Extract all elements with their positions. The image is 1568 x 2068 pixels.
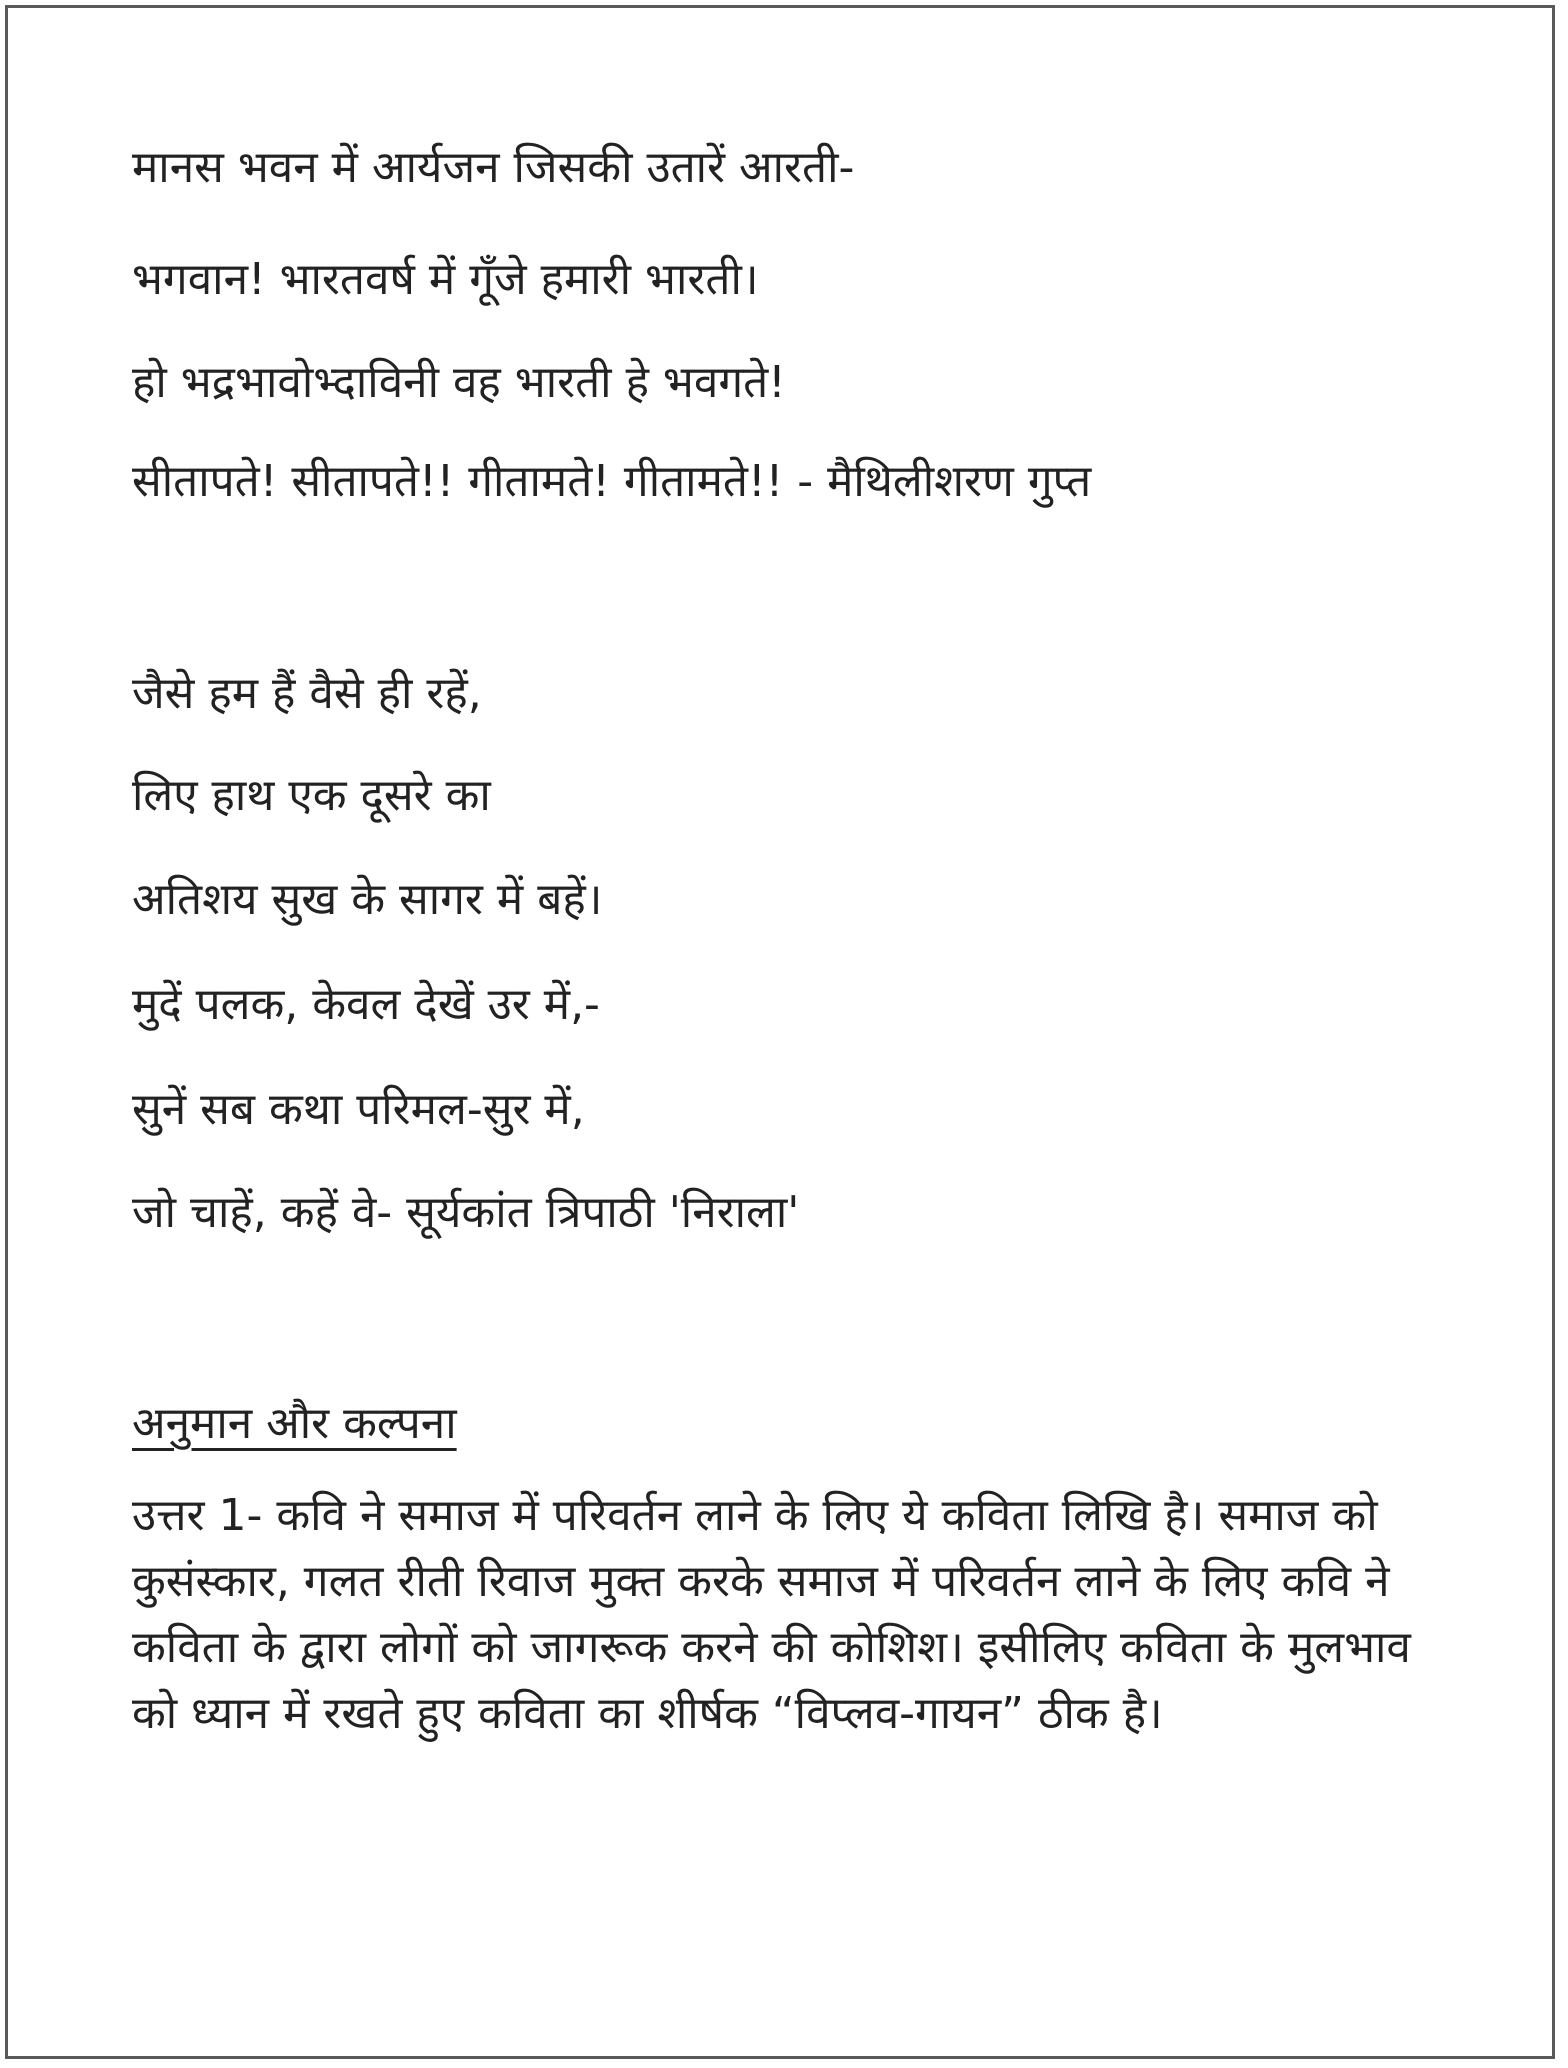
poem1-line-3: हो भद्रभावोभ्दाविनी वह भारती हे भवगते! — [132, 357, 786, 408]
poem2-line-4: मुदें पलक, केवल देखें उर में,- — [132, 979, 600, 1030]
section-heading: अनुमान और कल्पना — [132, 1398, 457, 1449]
poem2-line-2: लिए हाथ एक दूसरे का — [132, 770, 491, 821]
poem2-line-6: जो चाहें, कहें वे- सूर्यकांत त्रिपाठी 'निराला' — [132, 1187, 800, 1238]
answer-paragraph: उत्तर 1- कवि ने समाज में परिवर्तन लाने के लिए ये कविता लिखि है। समाज को कुसंस्कार, गलत रीती रिवाज मुक्त करके समाज में परिवर्तन लाने के लिए कवि ने कविता के द्वारा लोगों को जागरूक करने की कोशिश। इसीलिए कविता के मुलभाव को ध्यान में रखते हुए कविता का शीर्षक “विप्लव-गायन” ठीक है। — [132, 1490, 1411, 1739]
poem2-line-5: सुनें सब कथा परिमल-सुर में, — [132, 1084, 585, 1135]
poem2-line-3: अतिशय सुख के सागर में बहें। — [132, 874, 603, 925]
poem2-line-1: जैसे हम हैं वैसे ही रहें, — [132, 668, 482, 719]
poem1-line-2: भगवान! भारतवर्ष में गूँजे हमारी भारती। — [132, 254, 759, 305]
poem1-line-4: सीतापते! सीतापते!! गीतामते! गीतामते!! - मैथिलीशरण गुप्त — [132, 456, 1092, 507]
poem1-line-1: मानस भवन में आर्यजन जिसकी उतारें आरती- — [132, 142, 855, 193]
